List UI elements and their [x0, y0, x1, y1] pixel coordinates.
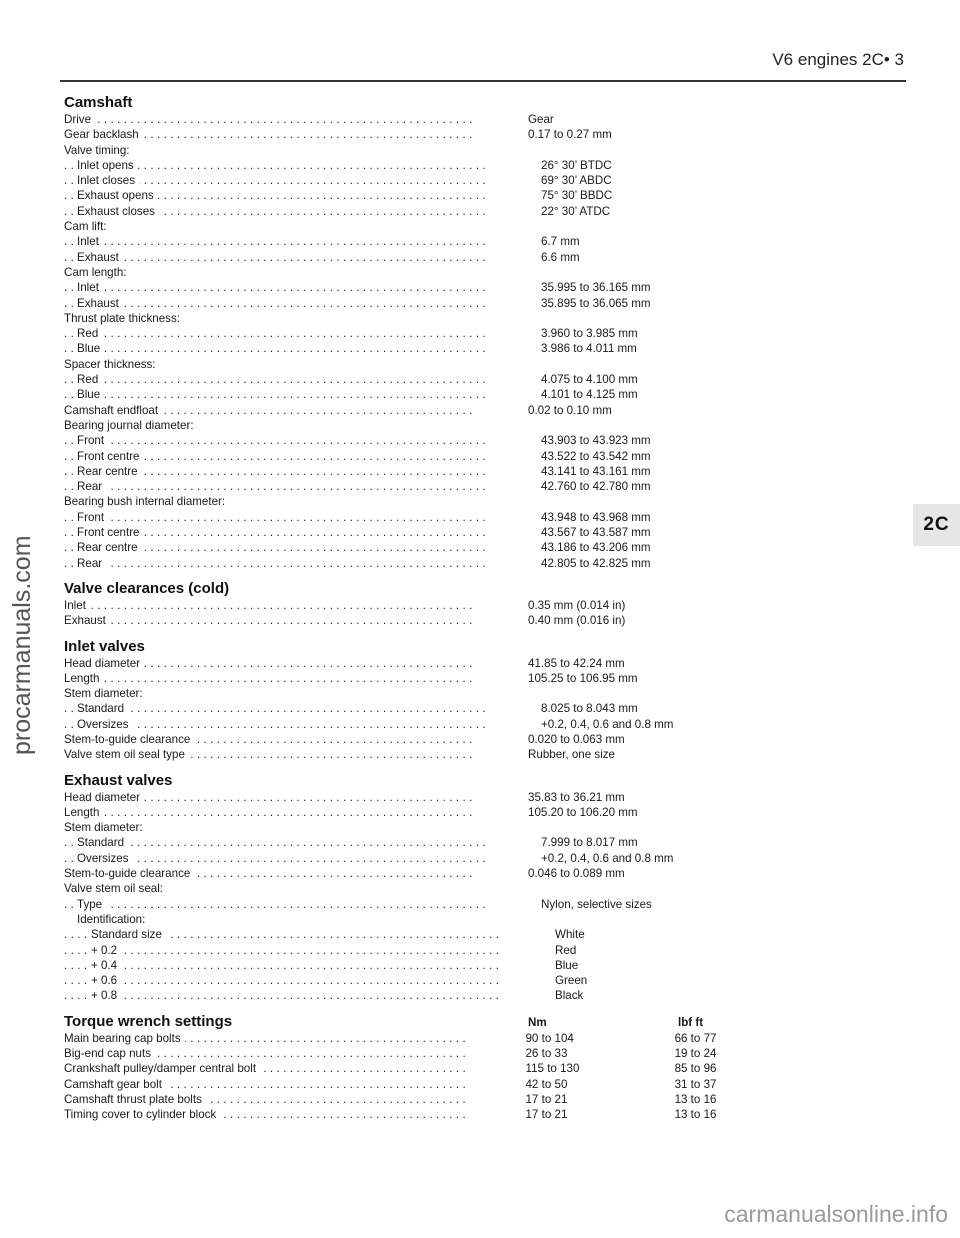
spec-value: 35.895 to 36.065 mm [541, 296, 651, 310]
spec-row [64, 897, 764, 912]
spec-label-text: Valve stem oil seal: [64, 882, 167, 895]
spec-label-text: Blue [77, 388, 104, 401]
spec-value: 43.903 to 43.923 mm [541, 434, 651, 448]
spec-label-text: + 0.4 [91, 959, 121, 972]
torque-value-nm: 90 to 104 [525, 1031, 574, 1045]
spec-label [64, 234, 485, 249]
torque-label-text: Camshaft thrust plate bolts [64, 1093, 206, 1106]
spec-label-text: Exhaust [77, 297, 123, 310]
torque-label-text: Timing cover to cylinder block [64, 1108, 220, 1121]
spec-label-text: Exhaust closes [77, 205, 159, 218]
torque-row [64, 1077, 764, 1092]
spec-row [64, 927, 764, 942]
spec-row [64, 418, 764, 433]
spec-label-text: Oversizes [77, 852, 133, 865]
spec-label [64, 851, 485, 866]
spec-row [64, 671, 764, 686]
spec-label [64, 701, 485, 716]
spec-label [64, 732, 472, 747]
torque-label [64, 1107, 469, 1122]
spec-value [472, 881, 678, 896]
torque-value-lbf: 31 to 37 [674, 1077, 717, 1091]
spec-label-text: Bearing journal diameter: [64, 419, 198, 432]
torque-label [64, 1061, 469, 1076]
torque-value-lbf: 13 to 16 [674, 1108, 717, 1122]
spec-label [64, 433, 485, 448]
spec-label-text: Front centre [77, 526, 144, 539]
spec-value: 0.17 to 0.27 mm [528, 128, 612, 142]
torque-label-text: Camshaft gear bolt [64, 1078, 166, 1091]
spec-label [64, 143, 472, 158]
torque-label-text: Crankshaft pulley/damper central bolt [64, 1062, 260, 1075]
spec-label-text: Drive [64, 113, 95, 126]
spec-label-text: Red [77, 327, 102, 340]
spec-row [64, 403, 764, 418]
spec-label [64, 686, 472, 701]
spec-value: 42.805 to 42.825 mm [541, 556, 651, 570]
section-title: Camshaft [64, 94, 133, 111]
spec-value: 22° 30’ ATDC [541, 204, 611, 218]
spec-label [64, 897, 485, 912]
column-header-nm: Nm [528, 1015, 547, 1029]
spec-row [64, 158, 764, 173]
spec-label [64, 820, 472, 835]
spec-label [64, 280, 485, 295]
spec-row [64, 912, 764, 927]
section-title: Valve clearances (cold) [64, 579, 230, 597]
spec-label-text: Blue [77, 342, 104, 355]
spec-label [64, 418, 472, 433]
spec-label [64, 598, 472, 613]
spec-label [64, 127, 472, 142]
torque-row [64, 1092, 764, 1107]
spec-label [64, 747, 472, 762]
spec-row [64, 387, 764, 402]
spec-row [64, 973, 764, 988]
spec-row [64, 280, 764, 295]
spec-label-text: Inlet [77, 235, 103, 248]
spec-value: 0.020 to 0.063 mm [528, 732, 625, 746]
torque-value-nm: 26 to 33 [525, 1047, 568, 1061]
spec-value: 35.995 to 36.165 mm [541, 281, 651, 295]
spec-label [64, 250, 485, 265]
spec-row [64, 204, 764, 219]
torque-label [64, 1077, 469, 1092]
spec-value: 0.046 to 0.089 mm [528, 867, 625, 881]
spec-value: Gear [528, 113, 554, 126]
spec-row [64, 835, 764, 850]
spec-row [64, 988, 764, 1003]
spec-row [64, 790, 764, 805]
spec-label-text: Standard [77, 702, 128, 715]
spec-row [64, 357, 764, 372]
spec-value [472, 219, 678, 234]
spec-label [64, 556, 485, 571]
spec-label-text: Identification: [77, 913, 149, 926]
spec-value: 43.522 to 43.542 mm [541, 449, 651, 463]
spec-label [64, 988, 499, 1003]
spec-label [64, 540, 485, 555]
spec-label-text: Cam lift: [64, 220, 111, 233]
spec-label [64, 835, 485, 850]
section-title: Exhaust valves [64, 771, 173, 789]
spec-label-text: Gear backlash [64, 128, 143, 141]
torque-label-text: Main bearing cap bolts [64, 1032, 185, 1045]
spec-row [64, 820, 764, 835]
spec-row [64, 449, 764, 464]
spec-content [64, 92, 764, 1123]
spec-label-text: Inlet [64, 599, 90, 612]
spec-label-text: + 0.6 [91, 974, 121, 987]
page-header: V6 engines 2C• 3 [772, 50, 904, 69]
spec-value: 26° 30’ BTDC [541, 158, 612, 172]
spec-value [472, 357, 678, 372]
spec-value: 43.948 to 43.968 mm [541, 510, 651, 524]
spec-label [64, 403, 472, 418]
spec-label [64, 494, 472, 509]
torque-row [64, 1046, 764, 1061]
spec-label-text: Inlet closes [77, 174, 139, 187]
spec-label [64, 311, 472, 326]
spec-label-text: Rear centre [77, 465, 142, 478]
torque-value-nm: 42 to 50 [525, 1077, 568, 1091]
spec-label [64, 449, 485, 464]
spec-label-text: Length [64, 806, 103, 819]
spec-value: 0.02 to 0.10 mm [528, 403, 612, 417]
watermark-left: procarmanuals.com [8, 535, 36, 755]
spec-label-text: Inlet opens [77, 159, 138, 172]
spec-row [64, 598, 764, 613]
spec-label-text: Cam length: [64, 266, 131, 279]
spec-label [64, 912, 485, 927]
spec-label-text: Rear centre [77, 541, 142, 554]
torque-row [64, 1107, 764, 1122]
spec-value: 42.760 to 42.780 mm [541, 480, 651, 494]
spec-label-text: Red [77, 373, 102, 386]
spec-label-text: Stem diameter: [64, 687, 147, 700]
spec-value [472, 311, 678, 326]
spec-value [472, 265, 678, 280]
spec-value: White [555, 928, 585, 942]
spec-row [64, 943, 764, 958]
torque-header-row [64, 1012, 764, 1031]
spec-label-text: Valve timing: [64, 144, 134, 157]
spec-label-text: Standard [77, 836, 128, 849]
torque-label [64, 1046, 469, 1061]
spec-value: Green [555, 974, 588, 988]
spec-row [64, 479, 764, 494]
spec-row [64, 112, 764, 127]
spec-label [64, 790, 472, 805]
spec-label [64, 927, 499, 942]
torque-row [64, 1031, 764, 1046]
spec-label-text: Exhaust [77, 251, 123, 264]
spec-row [64, 747, 764, 762]
spec-label-text: + 0.2 [91, 944, 121, 957]
spec-value: 3.960 to 3.985 mm [541, 327, 638, 341]
spec-value: Blue [555, 958, 579, 972]
spec-label-text: Length [64, 672, 103, 685]
spec-label [64, 510, 485, 525]
spec-value: 43.186 to 43.206 mm [541, 541, 651, 555]
spec-label [64, 671, 472, 686]
spec-label-text: Front [77, 511, 108, 524]
chapter-tab: 2C [913, 504, 960, 546]
spec-label-text: Stem-to-guide clearance [64, 867, 194, 880]
spec-row [64, 494, 764, 509]
spec-label-text: Valve stem oil seal type [64, 748, 189, 761]
spec-label [64, 805, 472, 820]
spec-label [64, 881, 472, 896]
spec-label [64, 173, 485, 188]
spec-value [472, 820, 678, 835]
spec-label [64, 866, 472, 881]
header-rule [60, 80, 906, 82]
spec-label-text: Head diameter [64, 657, 144, 670]
spec-label-text: Exhaust [64, 614, 110, 627]
spec-label [64, 188, 485, 203]
spec-label-text: Head diameter [64, 791, 144, 804]
spec-label [64, 326, 485, 341]
spec-value: 35.83 to 36.21 mm [528, 790, 625, 804]
spec-label [64, 204, 485, 219]
spec-label [64, 219, 472, 234]
spec-value: 6.6 mm [541, 250, 580, 264]
spec-row [64, 958, 764, 973]
spec-label-text: Exhaust opens [77, 189, 158, 202]
spec-row [64, 188, 764, 203]
spec-row [64, 881, 764, 896]
spec-row [64, 372, 764, 387]
spec-value: 6.7 mm [541, 235, 580, 249]
spec-row [64, 265, 764, 280]
spec-row [64, 433, 764, 448]
spec-value: Black [555, 989, 584, 1003]
spec-value: 43.141 to 43.161 mm [541, 464, 651, 478]
spec-label [64, 717, 485, 732]
spec-row [64, 805, 764, 820]
spec-row [64, 341, 764, 356]
torque-label [64, 1092, 469, 1107]
spec-value: 3.986 to 4.011 mm [541, 342, 637, 356]
spec-value: Rubber, one size [528, 748, 616, 762]
torque-value-lbf: 13 to 16 [674, 1092, 717, 1106]
spec-row [64, 173, 764, 188]
spec-row [64, 656, 764, 671]
spec-row [64, 717, 764, 732]
spec-label [64, 479, 485, 494]
spec-row [64, 866, 764, 881]
spec-value: 8.025 to 8.043 mm [541, 702, 638, 716]
spec-row [64, 556, 764, 571]
spec-value: 41.85 to 42.24 mm [528, 656, 625, 670]
spec-value: 0.35 mm (0.014 in) [528, 598, 626, 612]
torque-value-lbf: 66 to 77 [674, 1031, 717, 1045]
spec-value: 7.999 to 8.017 mm [541, 836, 638, 850]
spec-label-text: Spacer thickness: [64, 358, 160, 371]
spec-row [64, 732, 764, 747]
spec-value: 4.075 to 4.100 mm [541, 373, 638, 387]
spec-label [64, 656, 472, 671]
spec-label-text: Stem-to-guide clearance [64, 733, 194, 746]
spec-row [64, 250, 764, 265]
spec-value: Nylon, selective sizes [541, 897, 652, 911]
spec-label-text: Bearing bush internal diameter: [64, 495, 229, 508]
spec-row [64, 686, 764, 701]
spec-row [64, 326, 764, 341]
spec-row [64, 234, 764, 249]
spec-label-text: Front centre [77, 450, 144, 463]
spec-row [64, 525, 764, 540]
spec-label-text: Thrust plate thickness: [64, 312, 184, 325]
spec-label-text: Front [77, 434, 108, 447]
spec-label [64, 525, 485, 540]
spec-row [64, 613, 764, 628]
spec-label-text: Oversizes [77, 718, 133, 731]
spec-row [64, 540, 764, 555]
spec-value: 75° 30’ BBDC [541, 189, 613, 203]
torque-value-nm: 17 to 21 [525, 1108, 568, 1122]
spec-label [64, 613, 472, 628]
spec-label [64, 296, 485, 311]
spec-value: 0.40 mm (0.016 in) [528, 614, 626, 628]
spec-row [64, 296, 764, 311]
spec-label [64, 112, 472, 127]
spec-value [472, 418, 678, 433]
spec-label [64, 372, 485, 387]
spec-value: Red [555, 943, 577, 957]
spec-row [64, 701, 764, 716]
spec-label [64, 973, 499, 988]
torque-label-text: Big-end cap nuts [64, 1047, 155, 1060]
spec-row [64, 851, 764, 866]
spec-value [485, 912, 691, 927]
section-title: Torque wrench settings [64, 1012, 233, 1030]
torque-value-lbf: 85 to 96 [674, 1062, 717, 1076]
watermark-bottom: carmanualsonline.info [724, 1201, 948, 1227]
torque-value-nm: 17 to 21 [525, 1092, 568, 1106]
spec-value [472, 494, 678, 509]
torque-value-nm: 115 to 130 [525, 1062, 580, 1076]
spec-row [64, 143, 764, 158]
spec-label-text: Type [77, 898, 106, 911]
spec-value: +0.2, 0.4, 0.6 and 0.8 mm [541, 717, 674, 731]
spec-row [64, 219, 764, 234]
spec-value: +0.2, 0.4, 0.6 and 0.8 mm [541, 851, 674, 865]
spec-value [472, 686, 678, 701]
spec-value: 105.25 to 106.95 mm [528, 671, 638, 685]
spec-row [64, 510, 764, 525]
spec-label [64, 341, 485, 356]
spec-value: 4.101 to 4.125 mm [541, 388, 638, 402]
spec-value: 105.20 to 106.20 mm [528, 805, 638, 819]
spec-value: 69° 30’ ABDC [541, 174, 612, 188]
torque-value-lbf: 19 to 24 [674, 1047, 717, 1061]
spec-label-text: Camshaft endfloat [64, 404, 162, 417]
spec-label [64, 387, 485, 402]
spec-label [64, 958, 499, 973]
spec-label-text: Stem diameter: [64, 821, 147, 834]
spec-row [64, 311, 764, 326]
spec-value: 43.567 to 43.587 mm [541, 526, 651, 540]
column-header-lbf: lbf ft [678, 1015, 704, 1029]
spec-label-text: Inlet [77, 281, 103, 294]
spec-label-text: Rear [77, 480, 106, 493]
spec-value [472, 143, 678, 158]
spec-row [64, 127, 764, 142]
torque-row [64, 1061, 764, 1076]
spec-label [64, 357, 472, 372]
spec-label [64, 158, 485, 173]
spec-label [64, 943, 499, 958]
spec-label [64, 265, 472, 280]
spec-label-text: + 0.8 [91, 989, 121, 1002]
spec-label-text: Standard size [91, 928, 166, 941]
torque-label [64, 1031, 469, 1046]
spec-label-text: Rear [77, 557, 106, 570]
spec-label [64, 464, 485, 479]
section-title: Inlet valves [64, 637, 145, 655]
spec-row [64, 464, 764, 479]
